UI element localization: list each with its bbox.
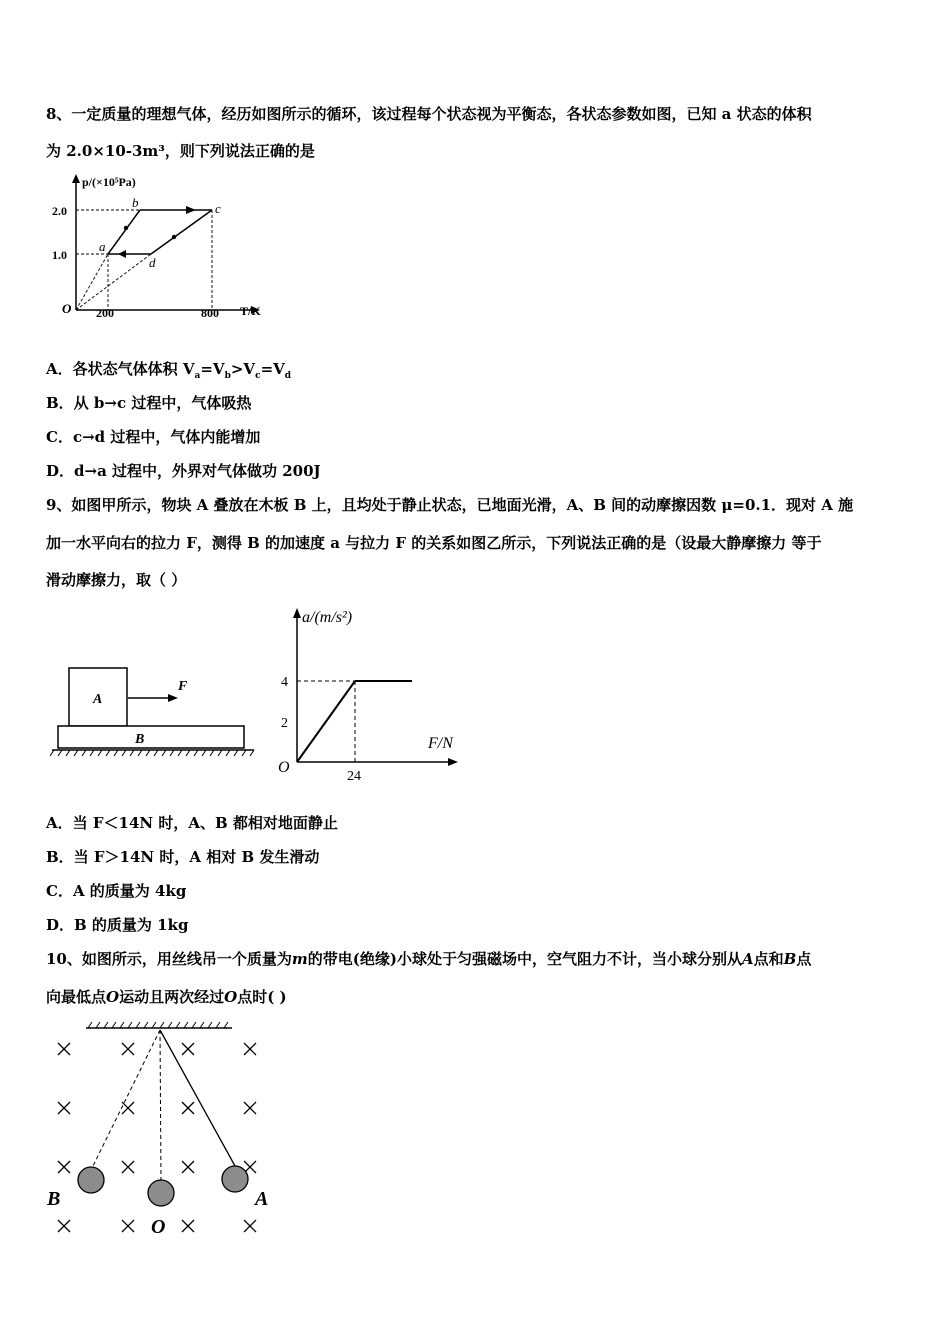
q9-option-a: A．当 F＜14N 时，A、B 都相对地面静止 (46, 814, 338, 832)
q8-point-d: d (149, 255, 156, 270)
q8-gt: >V (230, 360, 256, 378)
q8-option-c: C．c→d 过程中，气体内能增加 (46, 428, 261, 446)
q9-option-d: D．B 的质量为 1kg (46, 916, 189, 934)
q10-text-3: 点和 (753, 950, 784, 968)
q10-point-o-symbol: O (106, 988, 120, 1006)
q9-stem-line1: 9、如图甲所示，物块 A 叠放在木板 B 上，且均处于静止状态，已地面光滑，A、B 间的动摩擦因数 μ=0.1．现对 A 施 (46, 496, 854, 514)
q9-x-axis-label: F/N (428, 735, 453, 752)
q10-pendulum-figure (40, 1018, 280, 1243)
q9-block-figure (50, 660, 270, 760)
q9-board-b-label: B (135, 732, 145, 747)
q8-sub-d: d (284, 371, 292, 381)
q8-eq-2: =V (260, 360, 285, 378)
q9-x-tick-24: 24 (347, 769, 361, 782)
q8-path-cd (151, 210, 212, 254)
q8-stem-line1: 8、一定质量的理想气体，经历如图所示的循环，该过程每个状态视为平衡态，各状态参数如图，已知 a 状态的体积 (46, 105, 812, 123)
q9-y-axis-label: a/(m/s²) (302, 609, 353, 626)
q9-stem-line2: 加一水平向右的拉力 F，测得 B 的加速度 a 与拉力 F 的关系如图乙所示，下列说法正确的是（设最大静摩擦力 等于 (46, 534, 822, 552)
q10-text-5: 向最低点 (46, 988, 107, 1006)
q8-option-a (46, 358, 291, 381)
q9-y-tick-2: 2 (281, 716, 288, 731)
q10-point-a-symbol: A (741, 950, 754, 968)
q10-string-o (160, 1030, 161, 1180)
q10-ball-b (78, 1167, 104, 1193)
q10-text-4: 点 (796, 950, 812, 968)
q8-sub-a: a (194, 371, 201, 381)
q8-x-axis-label: T/K (240, 304, 261, 318)
q9-block-a-label: A (93, 692, 103, 707)
q10-string-a (160, 1030, 235, 1166)
q9-option-b: B．当 F＞14N 时，A 相对 B 发生滑动 (46, 848, 320, 866)
q10-stem-line1 (46, 948, 811, 969)
q8-point-b: b (132, 195, 139, 210)
q10-point-b-symbol: B (783, 950, 797, 968)
q9-y-tick-4: 4 (281, 675, 288, 690)
q8-x-tick-200: 200 (96, 306, 114, 320)
q8-point-a: a (99, 239, 106, 254)
q10-mass-symbol: m (291, 950, 308, 968)
q10-text-1: 10、如图所示，用丝线吊一个质量为 (46, 950, 292, 968)
q9-graph-rising-line (297, 681, 355, 762)
q8-option-b: B．从 b→c 过程中，气体吸热 (46, 394, 252, 412)
q10-ball-o (148, 1180, 174, 1206)
q8-y-axis-label: p/(×10⁵Pa) (82, 175, 136, 189)
q8-eq-1: =V (200, 360, 225, 378)
q8-option-d: D．d→a 过程中，外界对气体做功 200J (46, 462, 321, 480)
q10-label-a: A (255, 1188, 269, 1210)
q10-text-7: 点时( ) (237, 988, 287, 1006)
q9-force-label: F (178, 679, 188, 694)
q9-board-b (58, 726, 244, 748)
q8-y-tick-2: 2.0 (52, 204, 67, 218)
q9-stem-line3: 滑动摩擦力，取（ ） (46, 571, 187, 589)
q8-option-a-text: A．各状态气体体积 V (46, 360, 195, 378)
q8-point-c: c (215, 201, 221, 216)
q9-ground-hatch (50, 750, 254, 756)
q10-label-b: B (47, 1188, 61, 1210)
q10-point-o-symbol-2: O (224, 988, 238, 1006)
q8-sub-b: b (224, 371, 231, 381)
q8-origin: O (62, 301, 72, 316)
q8-pt-diagram (46, 170, 276, 320)
q10-text-6: 运动且两次经过 (119, 988, 225, 1006)
q8-y-tick-1: 1.0 (52, 248, 67, 262)
q8-path-ab (108, 210, 140, 254)
q8-x-tick-800: 800 (201, 306, 219, 320)
q8-sub-c: c (255, 371, 261, 381)
q8-stem-line2: 为 2.0×10-3m³，则下列说法正确的是 (46, 142, 315, 160)
q10-stem-line2 (46, 986, 287, 1007)
q9-af-graph (270, 602, 470, 782)
q9-option-c: C．A 的质量为 4kg (46, 882, 187, 900)
q10-ball-a (222, 1166, 248, 1192)
q10-text-2: 的带电(绝缘)小球处于匀强磁场中，空气阻力不计，当小球分别从 (307, 950, 742, 968)
q10-label-o: O (151, 1216, 166, 1238)
q10-ceiling-hatch (88, 1022, 228, 1028)
q9-origin: O (278, 759, 290, 776)
